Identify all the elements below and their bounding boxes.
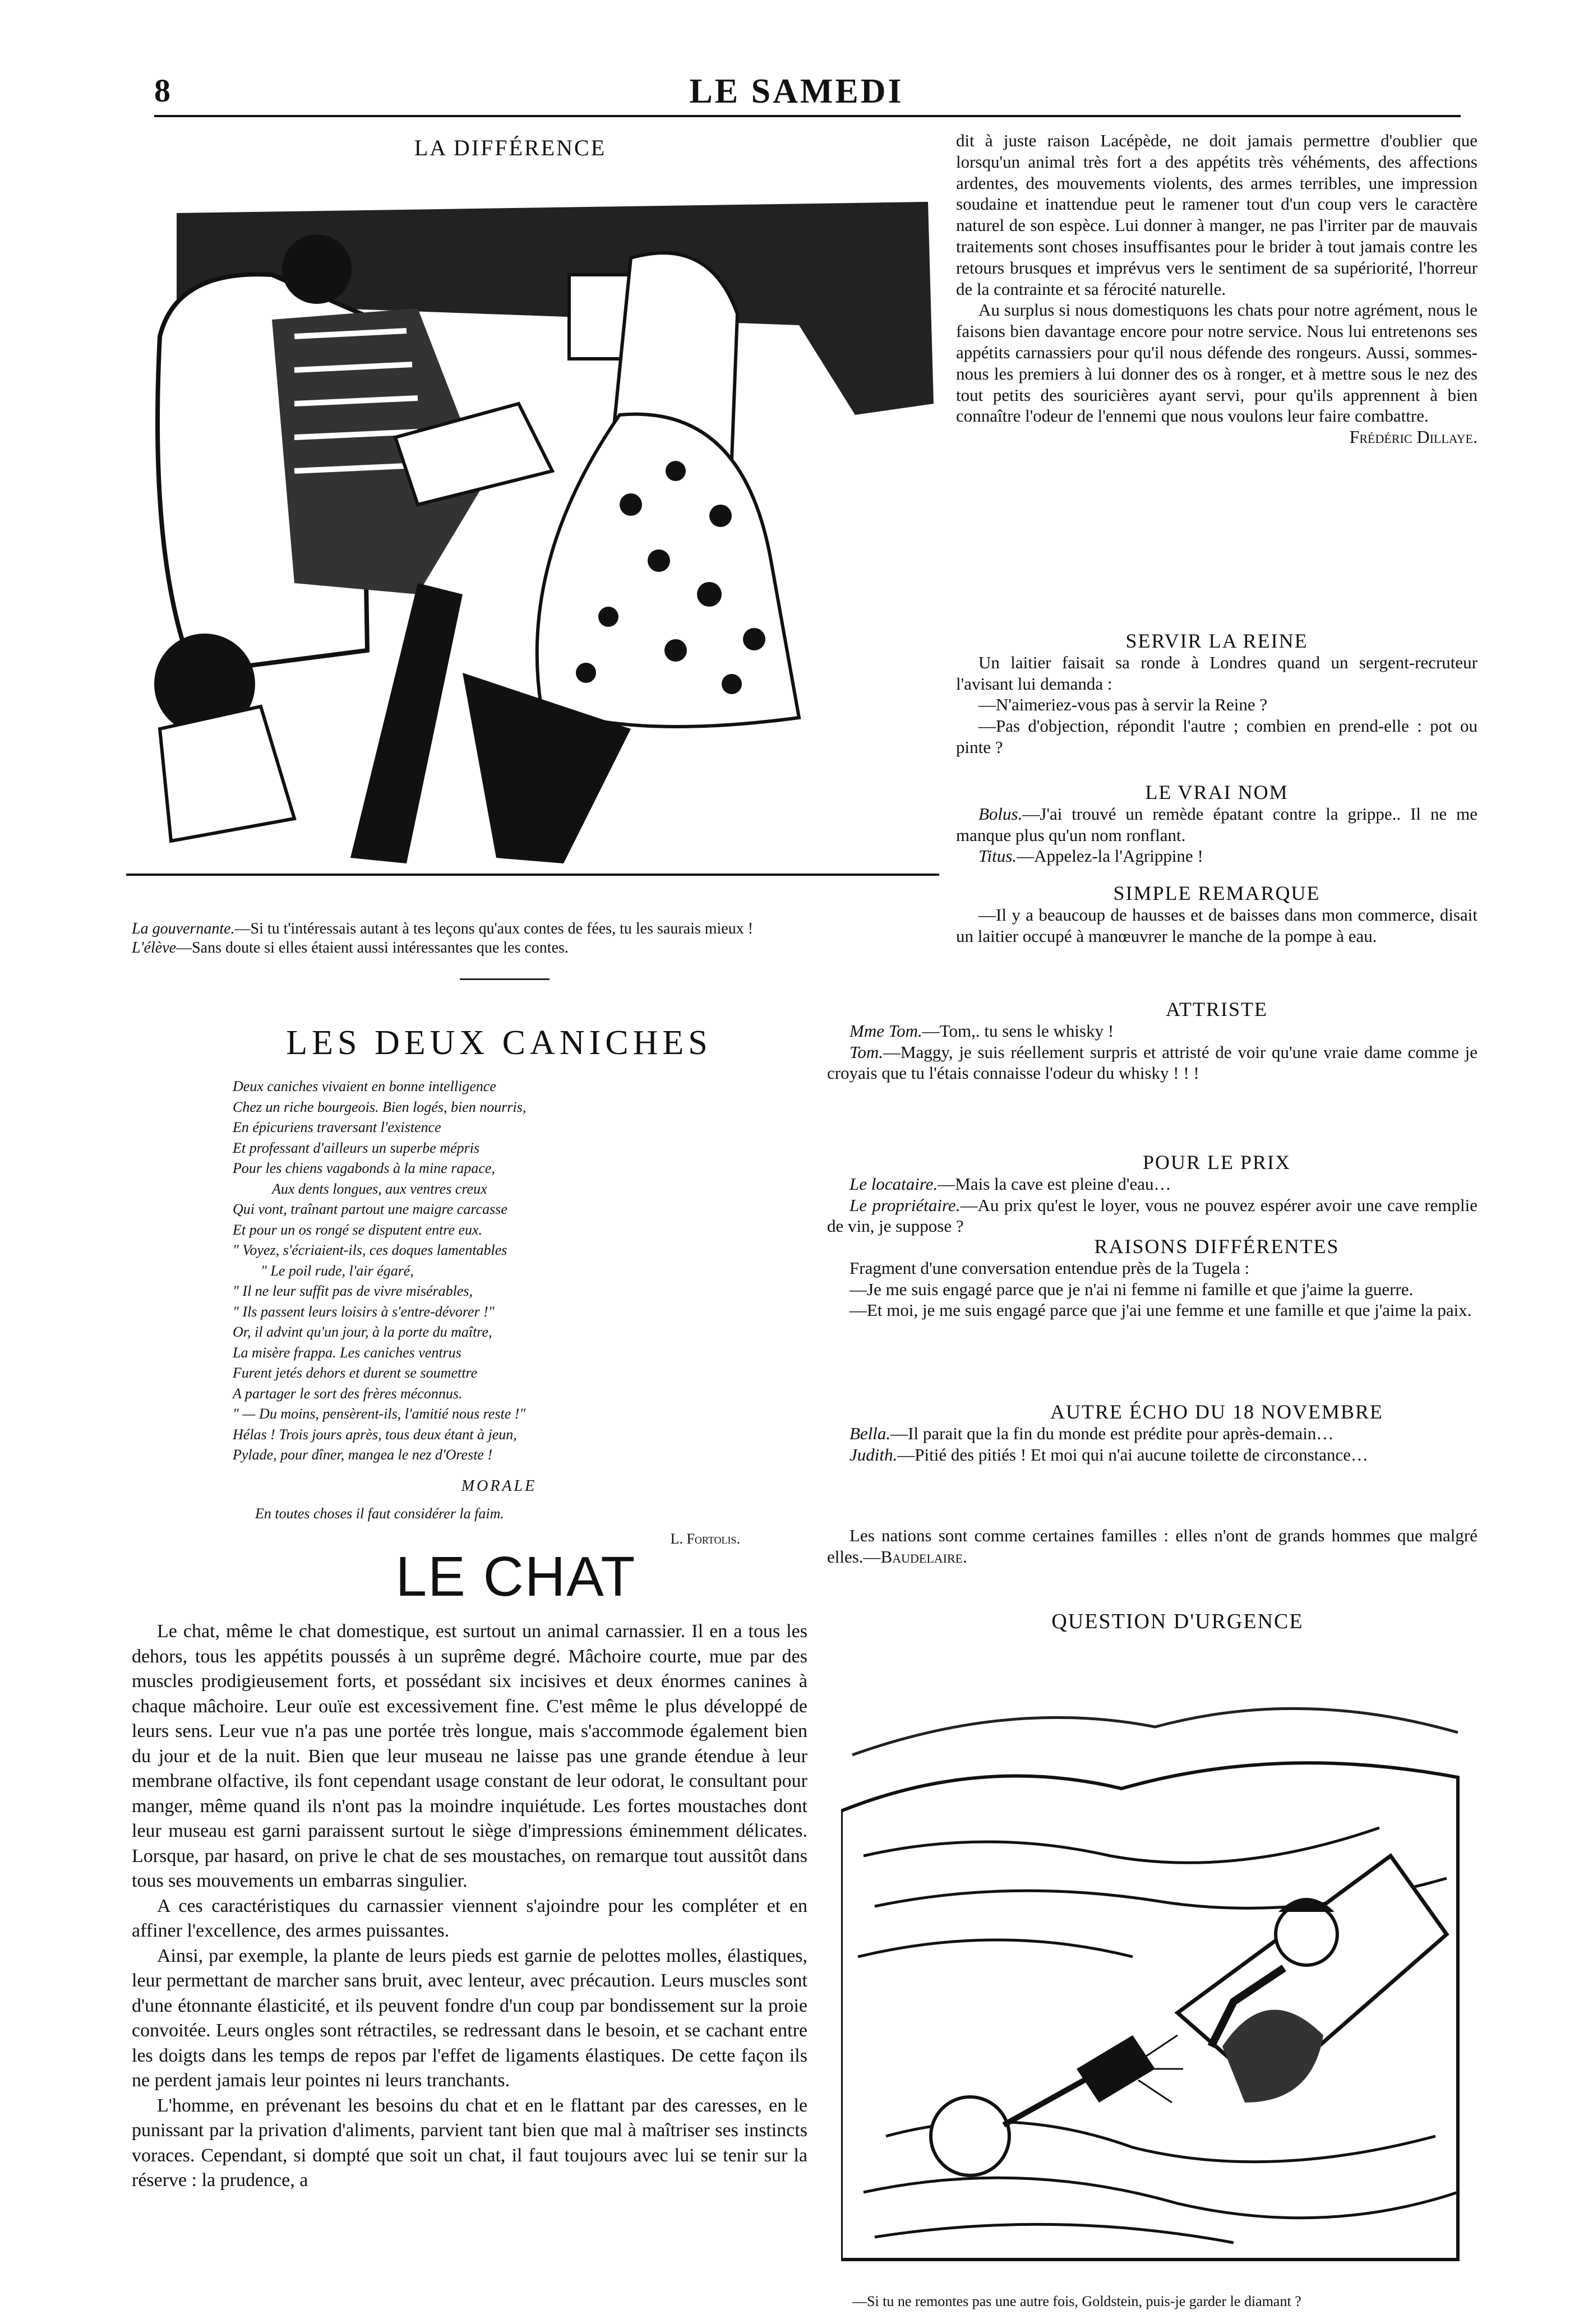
dialogue-line	[827, 1042, 1477, 1084]
remarque-block	[956, 883, 1477, 946]
caption-text: —Sans doute si elles étaient aussi intéressantes que les contes.	[176, 939, 569, 957]
raisons-title: RAISONS DIFFÉRENTES	[1094, 1235, 1340, 1258]
poem-line: Et pour un os rongé se disputent entre eux.	[233, 1221, 483, 1238]
poem-line: Qui vont, traînant partout une maigre carcasse	[233, 1201, 507, 1217]
poem-line: Et professant d'ailleurs un superbe mépris	[233, 1139, 480, 1156]
remarque-title: SIMPLE REMARQUE	[1113, 882, 1320, 904]
caption-speaker: L'élève	[132, 939, 177, 957]
morale-title: MORALE	[461, 1477, 537, 1495]
caniches-title: LES DEUX CANICHES	[286, 1024, 712, 1062]
reine-block	[956, 631, 1477, 758]
dialogue-line	[827, 1195, 1477, 1237]
dialogue-text: —Pitié des pitiés ! Et moi qui n'ai aucune toilette de circonstance…	[897, 1444, 1369, 1464]
vrainom-title: LE VRAI NOM	[1145, 781, 1289, 803]
chat-continuation	[956, 130, 1477, 448]
morale-text: En toutes choses il faut considérer la faim.	[255, 1505, 504, 1522]
speaker: Bella.	[849, 1423, 891, 1443]
dialogue-line	[827, 1173, 1477, 1195]
dialogue-text: —Au prix qu'est le loyer, vous ne pouvez espérer avoir une cave remplie de vin, je suppose ?	[827, 1195, 1477, 1236]
poem-line: En épicuriens traversant l'existence	[233, 1119, 441, 1135]
paragraph: Un laitier faisait sa ronde à Londres quand un sergent-recruteur l'avisant lui demanda :	[956, 652, 1477, 694]
poem-line: Pylade, pour dîner, mangea le nez d'Oreste !	[233, 1447, 493, 1463]
difference-caption-1	[132, 920, 939, 939]
dialogue-line	[827, 1020, 1477, 1042]
reine-title: SERVIR LA REINE	[1125, 630, 1308, 652]
poem-line: " Ils passent leurs loisirs à s'entre-dévorer !"	[233, 1303, 495, 1320]
header-rule	[154, 115, 1461, 117]
chat-article	[132, 1619, 807, 2193]
poem-line: Or, il advint qu'un jour, à la porte du maître,	[233, 1324, 492, 1340]
dialogue-text: —Il parait que la fin du monde est prédite pour après-demain…	[890, 1423, 1334, 1443]
dialogue-text: —Maggy, je suis réellement surpris et attristé de voir qu'une vraie dame comme je croyais que tu l'étais connaisse l'odeur du whisky ! ! !	[827, 1042, 1477, 1083]
dialogue-line	[827, 1423, 1477, 1444]
echo-title: AUTRE ÉCHO DU 18 NOVEMBRE	[1050, 1401, 1383, 1423]
caniches-poem	[233, 1076, 771, 1466]
paragraph: —Et moi, je me suis engagé parce que j'ai une femme et une famille et que j'aime la paix.	[849, 1300, 1472, 1320]
poem-line: La misère frappa. Les caniches ventrus	[233, 1344, 461, 1361]
caniches-signature: L. Fortolis.	[670, 1531, 740, 1547]
poem-line: Hélas ! Trois jours après, tous deux étant à jeun,	[233, 1426, 517, 1443]
poem-line: Deux caniches vivaient en bonne intelligence	[233, 1078, 496, 1094]
poem-line: " Voyez, s'écriaient-ils, ces doques lamentables	[233, 1242, 507, 1258]
prix-title: POUR LE PRIX	[1142, 1151, 1291, 1173]
poem-line: Chez un riche bourgeois. Bien logés, bien nourris,	[233, 1098, 527, 1115]
difference-title: LA DIFFÉRENCE	[414, 135, 607, 160]
newspaper-title: LE SAMEDI	[689, 72, 904, 110]
vrainom-block	[956, 782, 1477, 867]
poem-line: Furent jetés dehors et durent se soumettre	[233, 1365, 478, 1381]
paragraph: A ces caractéristiques du carnassier viennent s'ajoindre pour les compléter et en affiner l'excellence, des armes puissantes.	[132, 1895, 807, 1941]
paragraph: —Je me suis engagé parce que je n'ai ni femme ni famille et que j'aime la guerre.	[849, 1279, 1414, 1299]
paragraph: —Il y a beaucoup de hausses et de baisses dans mon commerce, disait un laitier occupé à manœuvrer le manche de la pompe à eau.	[956, 904, 1477, 946]
speaker: Mme Tom.	[849, 1020, 922, 1041]
dialogue-line	[956, 845, 1477, 867]
echo-block	[827, 1402, 1477, 1465]
attriste-title: ATTRISTE	[1166, 998, 1268, 1020]
caption-text: —Si tu t'intéressais autant à tes leçons qu'aux contes de fées, tu les saurais mieux !	[234, 920, 754, 937]
paragraph: Fragment d'une conversation entendue près de la Tugela :	[849, 1258, 1250, 1278]
paragraph: L'homme, en prévenant les besoins du chat et en le flattant par des caresses, en le punissant par la privation d'aliments, parvient tant bien que mal à maîtriser ses instincts voraces. Cependant, si dompté que soit un chat, il faut toujours avec lui se tenir sur la réserve : la prudence, a	[132, 2095, 807, 2191]
dialogue-text: —Appelez-la l'Agrippine !	[1017, 846, 1203, 866]
urgence-illustration	[841, 1643, 1469, 2288]
prix-block	[827, 1152, 1477, 1237]
caption-speaker: La gouvernante.	[132, 920, 235, 937]
speaker: Le propriétaire.	[849, 1195, 961, 1215]
dialogue-line	[827, 1444, 1477, 1466]
chat-signature: Frédéric Dillaye.	[1349, 427, 1477, 447]
paragraph: dit à juste raison Lacépède, ne doit jamais permettre d'oublier que lorsqu'un animal très fort a des appétits très véhéments, des affections ardentes, des mouvements violents, des armes terribles, une impression soudaine et inattendue peut le ramener tout d'un coup vers le caractère naturel de son espèce. Lui donner à manger, ne pas l'irriter par de mauvais traitements sont choses insuffisantes pour le brider à tout jamais contre les retours brusques et imprévus vers le sentiment de sa supériorité, l'horreur de la contrainte et sa férocité naturelle.	[956, 131, 1477, 299]
speaker: Titus.	[978, 846, 1017, 866]
poem-line: A partager le sort des frères méconnus.	[233, 1385, 463, 1402]
paragraph: —Pas d'objection, répondit l'autre ; combien en prend-elle : pot ou pinte ?	[956, 716, 1477, 757]
raisons-block	[827, 1236, 1477, 1321]
speaker: Tom.	[849, 1042, 884, 1062]
speaker: Bolus.	[978, 803, 1023, 824]
poem-line: " — Du moins, pensèrent-ils, l'amitié nous reste !"	[233, 1406, 526, 1422]
poem-line: " Il ne leur suffit pas de vivre misérables,	[233, 1283, 473, 1299]
nations-quote	[827, 1525, 1477, 1568]
dialogue-text: —Tom,. tu sens le whisky !	[922, 1020, 1114, 1041]
quote-author: Baudelaire.	[880, 1546, 967, 1567]
page-number: 8	[154, 72, 170, 109]
poem-line: Pour les chiens vagabonds à la mine rapace,	[233, 1160, 495, 1176]
dialogue-line	[956, 803, 1477, 846]
urgence-title: QUESTION D'URGENCE	[1051, 1610, 1304, 1633]
difference-caption-2	[132, 939, 939, 958]
paragraph: Au surplus si nous domestiquons les chats pour notre agrément, nous le faisons bien davantage encore pour notre service. Nous lui entretenons ses appétits carnassiers pour qu'il nous défende des rongeurs. Aussi, sommes-nous les premiers à lui donner des os à ronger, et à mettre sous le nez des tout petits des souricières ayant servi, pour qu'ils apprennent à bien connaître l'odeur de l'ennemi que nous voulons leur faire combattre.	[956, 300, 1477, 426]
separator	[460, 978, 550, 980]
speaker: Le locataire.	[849, 1173, 938, 1194]
urgence-caption: —Si tu ne remontes pas une autre fois, Goldstein, puis-je garder le diamant ?	[852, 2293, 1301, 2309]
dialogue-text: —Mais la cave est pleine d'eau…	[938, 1173, 1171, 1194]
paragraph: —N'aimeriez-vous pas à servir la Reine ?	[978, 695, 1268, 715]
quote-text: Les nations sont comme certaines familles : elles n'ont de grands hommes que malgré elles.—	[827, 1526, 1477, 1567]
dialogue-text: —J'ai trouvé un remède épatant contre la grippe.. Il ne me manque plus qu'un nom ronflant.	[956, 803, 1477, 845]
difference-illustration	[126, 168, 939, 903]
chat-title: LE CHAT	[395, 1545, 636, 1608]
speaker: Judith.	[849, 1444, 898, 1464]
attriste-block	[827, 999, 1477, 1084]
paragraph: Le chat, même le chat domestique, est surtout un animal carnassier. Il en a tous les dehors, tous les appétits poussés à un suprême degré. Mâchoire courte, mue par des muscles prodigieusement forts, et possédant six incisives et deux énormes canines à chaque mâchoire. Leur ouïe est excessivement fine. C'est même le plus développé de leurs sens. Leur vue n'a pas une portée très longue, mais s'accommode également bien du jour et de la nuit. Bien que leur museau ne laisse pas une grande étendue à leur membrane olfactive, ils font cependant usage constant de leur odorat, le consultant pour manger, même quand ils n'ont pas la moindre inquiétude. Les fortes moustaches dont leur museau est garni paraissent surtout le siège d'impressions éminemment délicates. Lorsque, par hasard, on prive le chat de ses moustaches, on remarque tout aussitôt dans tous ses mouvements un embarras singulier.	[132, 1621, 807, 1891]
quote-line	[827, 1525, 1477, 1568]
paragraph: Ainsi, par exemple, la plante de leurs pieds est garnie de pelottes molles, élastiques, leur permettant de marcher sans bruit, avec lenteur, avec précaution. Leurs muscles sont d'une étonnante élasticité, et ils peuvent fondre d'un coup par bondissement sur la proie convoitée. Leurs ongles sont rétractiles, se redressant dans le besoin, et se cachant entre les doigts dans les temps de repos par l'effet de ligaments élastiques. De cette façon ils ne perdent jamais leur pointes ni leurs tranchants.	[132, 1945, 807, 2091]
poem-line: Aux dents longues, aux ventres creux	[272, 1180, 487, 1197]
poem-line: " Le poil rude, l'air égaré,	[261, 1262, 414, 1279]
